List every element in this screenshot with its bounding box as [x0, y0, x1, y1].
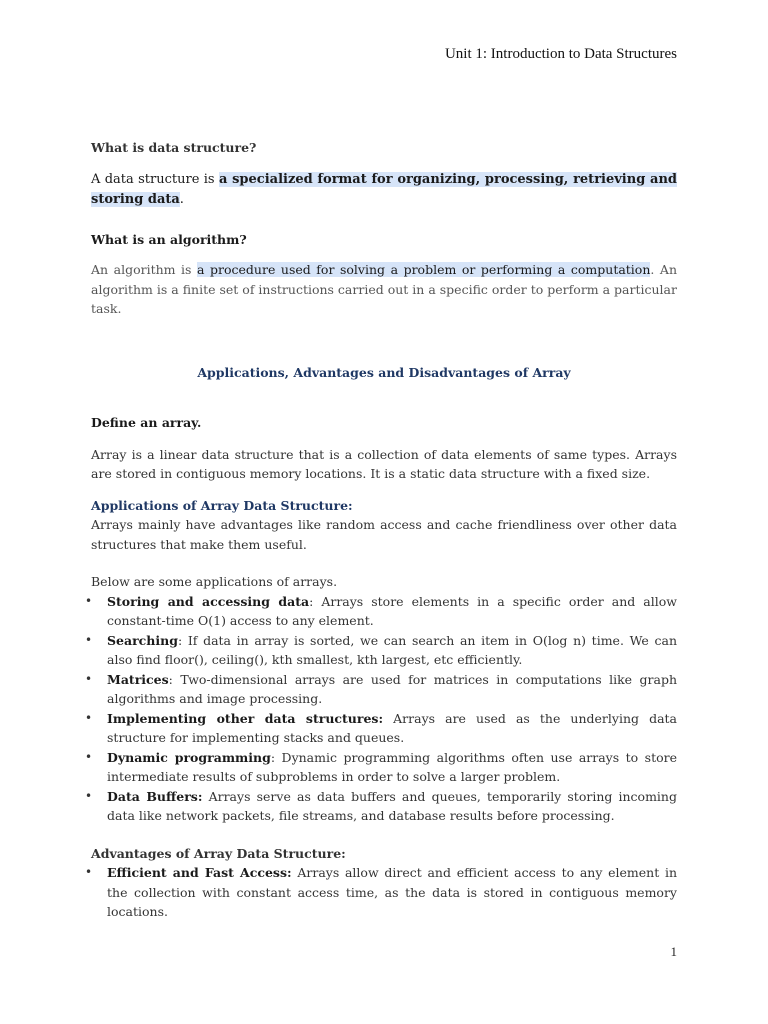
list-item — [85, 787, 677, 826]
algorithm-prefix: An algorithm is — [91, 262, 198, 277]
applications-intro: Arrays mainly have advantages like random access and cache friendliness over other data structures that make them useful. — [91, 517, 677, 552]
answer-define-array: Array is a linear data structure that is a collection of data elements of same types. Arrays are stored in contiguous memory locations. It is a static data structure with a fixed size. — [91, 446, 677, 481]
list-item-separator: : — [168, 671, 181, 687]
list-item-text: If data in array is sorted, we can search an item in O(log n) time. We can also find floor(), ceiling(), kth smallest, kth largest, etc efficiently. — [107, 632, 678, 667]
document-body — [85, 138, 678, 922]
list-item-term: Efficient and Fast Access: — [107, 865, 292, 880]
list-item-text: Arrays store elements in a specific order and allow constant-time O(1) access to any element. — [107, 593, 677, 628]
list-item-text: Arrays allow direct and efficient access to any element in the collection with constant access time, as the data is stored in contiguous memory locations. — [107, 865, 678, 919]
list-item — [85, 592, 677, 631]
list-item-separator: : — [177, 632, 188, 648]
question-data-structure: What is data structure? — [91, 140, 257, 155]
bullet-icon: • — [85, 710, 93, 725]
applications-lead: Below are some applications of arrays. — [91, 574, 338, 589]
page-number: 1 — [670, 944, 677, 959]
bullet-icon: • — [85, 865, 93, 879]
list-item — [85, 748, 677, 787]
page-header: Unit 1: Introduction to Data Structures — [444, 46, 677, 62]
bullet-icon: • — [85, 788, 93, 803]
list-item-term: Dynamic programming — [107, 749, 271, 765]
list-item — [85, 709, 677, 748]
answer-suffix: . — [179, 191, 184, 207]
list-item-text: Arrays serve as data buffers and queues, temporarily storing incoming data like network packets, file streams, and database results before processing. — [107, 788, 677, 823]
list-item-term: Searching — [107, 632, 178, 648]
list-item-separator — [383, 711, 393, 726]
list-item — [85, 631, 678, 670]
list-item — [85, 863, 678, 922]
applications-title: Applications of Array Data Structure: — [91, 497, 353, 513]
bullet-icon: • — [85, 632, 93, 647]
question-define-array: Define an array. — [91, 415, 202, 430]
advantages-title: Advantages of Array Data Structure: — [91, 845, 346, 861]
list-item-text: Two-dimensional arrays are used for matrices in computations like graph algorithms and image processing. — [107, 671, 677, 706]
algorithm-highlight: a procedure used for solving a problem or performing a computation — [197, 262, 651, 277]
bullet-icon: • — [85, 671, 93, 686]
section-title: Applications, Advantages and Disadvantages of Array — [197, 364, 571, 380]
bullet-icon: • — [85, 749, 93, 764]
list-item-term: Storing and accessing data — [107, 593, 310, 609]
list-item-term: Data Buffers: — [107, 788, 203, 804]
applications-list — [85, 592, 678, 826]
list-item-term: Matrices — [107, 671, 169, 687]
answer-algorithm — [91, 260, 677, 319]
question-algorithm: What is an algorithm? — [91, 231, 247, 247]
algorithm-suffix: . An algorithm is a finite set of instructions carried out in a specific order to perform a particular task. — [91, 262, 677, 316]
list-item — [85, 670, 677, 709]
answer-prefix: A data structure is — [91, 171, 219, 187]
list-item-text: Dynamic programming algorithms often use arrays to store intermediate results of subproblems in order to solve a larger problem. — [107, 749, 677, 784]
advantages-list — [85, 863, 678, 922]
answer-data-structure — [91, 170, 677, 210]
list-item-text: Arrays are used as the underlying data structure for implementing stacks and queues. — [107, 710, 677, 745]
list-item-term: Implementing other data structures: — [107, 710, 384, 726]
list-item-separator: : — [270, 749, 282, 765]
answer-highlight: a specialized format for organizing, processing, retrieving and storing data — [91, 171, 677, 207]
list-item-separator: : — [309, 593, 322, 609]
bullet-icon: • — [85, 593, 93, 608]
